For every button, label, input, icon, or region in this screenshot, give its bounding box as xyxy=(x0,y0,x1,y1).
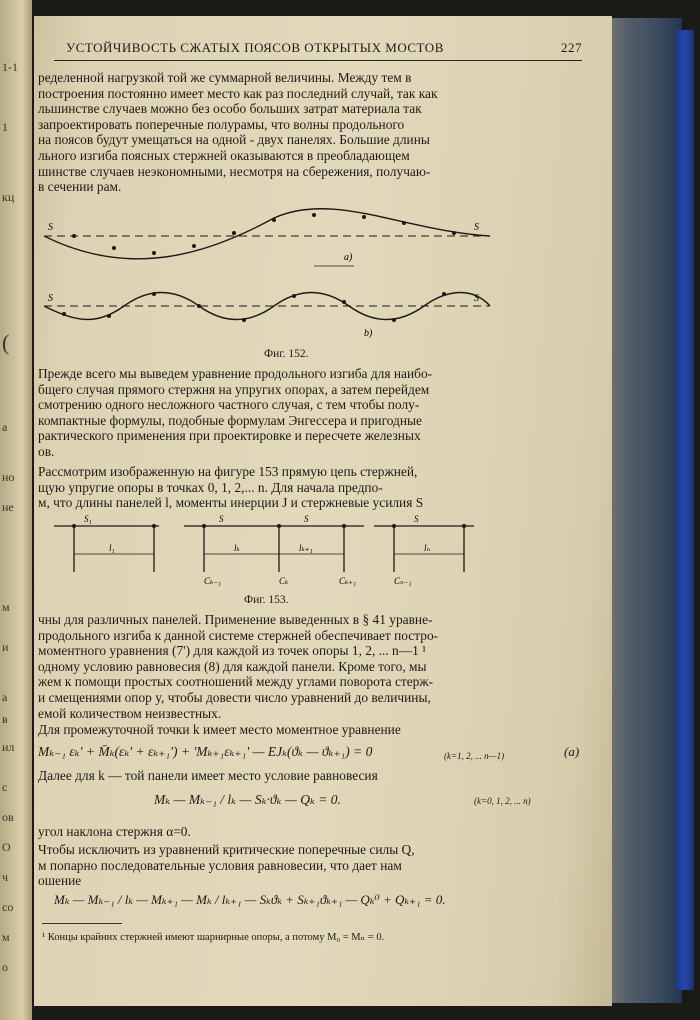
text-line: одному условию равновесия (8) для каждой панели. Кроме того, мы xyxy=(38,658,427,674)
text-line: щую упругие опоры в точках 0, 1, 2,... n. Для начала предпо- xyxy=(38,479,383,495)
fig153-label: Cₙ₋₁ xyxy=(394,576,412,586)
margin-fragment: в xyxy=(2,712,8,726)
force-label: S xyxy=(474,222,479,233)
page-number: 227 xyxy=(561,40,582,55)
force-label: S xyxy=(48,293,53,304)
margin-fragment: и xyxy=(2,640,9,654)
paragraph-2 xyxy=(38,366,578,460)
book-page xyxy=(34,16,612,1006)
margin-fragment: м xyxy=(2,930,10,944)
equation-a: Mₖ₋₁ εₖ' + M̄ₖ(εₖ' + εₖ₊₁') + 'Mₖ₊₁εₖ₊₁' — EJₖ(ϑₖ — ϑₖ₊₁) = 0 xyxy=(38,744,373,759)
text-line: угол наклона стержня α=0. xyxy=(38,824,191,839)
equation-c: Mₖ — Mₖ₋₁ / lₖ — Mₖ₊₁ — Mₖ / lₖ₊₁ — Sₖϑₖ + Sₖ₊₁ϑₖ₊₁ — Qₖ⁰ + Qₖ₊₁ = 0. xyxy=(54,892,446,907)
figure-153-caption: Фиг. 153. xyxy=(244,594,289,606)
fig153-label: lₖ xyxy=(234,543,240,553)
text-line: Прежде всего мы выведем уравнение продольного изгиба для наибо- xyxy=(38,366,433,381)
text-line: смотрению одного несложного частного случая, с тем чтобы полу- xyxy=(38,397,420,413)
margin-fragment: ил xyxy=(2,740,15,754)
margin-fragment: но xyxy=(2,470,15,484)
left-page-edge xyxy=(0,0,32,1020)
running-head xyxy=(54,40,582,61)
paragraph-3 xyxy=(38,464,578,511)
text-line: льного изгиба поясных стержней оказываются в преобладающем xyxy=(38,147,410,163)
wave-diagram-a xyxy=(44,209,490,266)
text-line: на поясов будут умещаться на одной - двух панелях. Большие длины xyxy=(38,132,430,148)
margin-fragment: а xyxy=(2,690,8,704)
equation-a-range: (k=1, 2, ... n—1) xyxy=(444,751,505,761)
text-line: рактического применения при проектировке и пересчете железных xyxy=(38,428,421,444)
margin-fragment: о xyxy=(2,960,8,974)
fig153-label: Cₖ₋₁ xyxy=(204,576,222,586)
paragraph-4 xyxy=(38,612,578,721)
margin-fragment: не xyxy=(2,500,14,514)
text-line: шинстве случаев неэкономными, несмотря на сбережения, получаю- xyxy=(38,163,431,179)
fig153-label: lₖ₊₁ xyxy=(299,543,313,553)
book-spine xyxy=(612,18,682,1003)
text-line: моментного уравнения (7') для каждой из точек опоры 1, 2, ... n—1 ¹ xyxy=(38,643,427,659)
text-line: Чтобы исключить из уравнений критические поперечные силы Q, xyxy=(38,842,415,857)
text-line: льшинстве случаев можно без особо больших затрат материала так xyxy=(38,101,422,117)
text-line: м, что длины панелей l, моменты инерции J и стержневые усилия S xyxy=(38,495,424,511)
text-line: и смещениями опор y, чтобы довести число уравнений до величины, xyxy=(38,689,431,705)
fig153-label: lₙ xyxy=(424,543,431,553)
figure-152 xyxy=(34,206,504,346)
margin-fragment: 1-1 xyxy=(2,60,18,74)
paragraph-1 xyxy=(38,70,578,195)
beam-chain xyxy=(54,526,474,572)
book-cover-edge xyxy=(676,30,694,990)
fig153-label: l₁ xyxy=(109,543,115,553)
text-line: чны для различных панелей. Применение выведенных в § 41 уравне- xyxy=(38,612,433,627)
margin-fragment: ч xyxy=(2,870,9,884)
margin-fragment: со xyxy=(2,900,14,914)
text-line: построения постоянно имеет место как раз последний случай, так как xyxy=(38,85,438,101)
text-line: Рассмотрим изображенную на фигуре 153 прямую цепь стержней, xyxy=(38,464,418,479)
subfigure-label-a: а) xyxy=(344,252,353,263)
paragraph-5 xyxy=(38,722,578,738)
wave-diagram-b xyxy=(44,292,490,322)
margin-fragment: ов xyxy=(2,810,14,824)
margin-fragment: м xyxy=(2,600,10,614)
text-line: запроектировать поперечные полурамы, что волны продольного xyxy=(38,116,405,132)
fig153-label: S xyxy=(304,514,309,524)
text-line: м попарно последовательные условия равновесии, что дает нам xyxy=(38,857,402,873)
paragraph-6 xyxy=(38,768,578,784)
text-line: жем к помощи простых соотношений между углами поворота стерж- xyxy=(38,674,434,690)
figure-152-caption: Фиг. 152. xyxy=(264,348,309,360)
margin-fragment: 1 xyxy=(2,120,8,134)
force-label: S xyxy=(474,293,479,304)
fig153-label: S xyxy=(219,514,224,524)
margin-fragment: кц xyxy=(2,190,15,204)
text-line: компактные формулы, подобные формулам Энгессера и пригодные xyxy=(38,412,422,428)
footnote-rule xyxy=(42,923,122,924)
force-label: S xyxy=(48,222,53,233)
text-line: бщего случая прямого стержня на упругих опорах, а затем перейдем xyxy=(38,381,430,397)
margin-fragment: с xyxy=(2,780,8,794)
text-line: Далее для k — той панели имеет место условие равновесия xyxy=(38,768,378,783)
equation-b: Mₖ — Mₖ₋₁ / lₖ — Sₖ·ϑₖ — Qₖ = 0. xyxy=(154,792,341,807)
equation-b-range: (k=0, 1, 2, ... n) xyxy=(474,796,531,806)
margin-fragment: а xyxy=(2,420,8,434)
footnote: ¹ Концы крайних стержней имеют шарнирные опоры, а потому M₀ = Mₙ = 0. xyxy=(42,932,385,943)
margin-fragment: ( xyxy=(2,330,10,355)
fig153-label: S₁ xyxy=(84,514,92,524)
text-line: емой количеством неизвестных. xyxy=(38,705,222,721)
figure-153 xyxy=(54,514,504,592)
text-line: в сечении рам. xyxy=(38,179,122,195)
text-line: Для промежуточной точки k имеет место моментное уравнение xyxy=(38,722,401,737)
margin-fragment: О xyxy=(2,840,11,854)
text-line: ределенной нагрузкой той же суммарной величины. Между тем в xyxy=(38,70,412,85)
fig153-label: S xyxy=(414,514,419,524)
paragraph-8 xyxy=(38,842,578,889)
text-line: ошение xyxy=(38,873,82,889)
subfigure-label-b: b) xyxy=(364,328,373,339)
fig153-label: Cₖ₊₁ xyxy=(339,576,357,586)
paragraph-7 xyxy=(38,824,578,840)
running-title: УСТОЙЧИВОСТЬ СЖАТЫХ ПОЯСОВ ОТКРЫТЫХ МОСТОВ xyxy=(66,40,444,55)
equation-a-tag: (а) xyxy=(564,744,580,759)
fig153-label: Cₖ xyxy=(279,576,289,586)
text-line: продольного изгиба к данной системе стержней обеспечивает постро- xyxy=(38,627,439,643)
text-line: ов. xyxy=(38,443,55,459)
